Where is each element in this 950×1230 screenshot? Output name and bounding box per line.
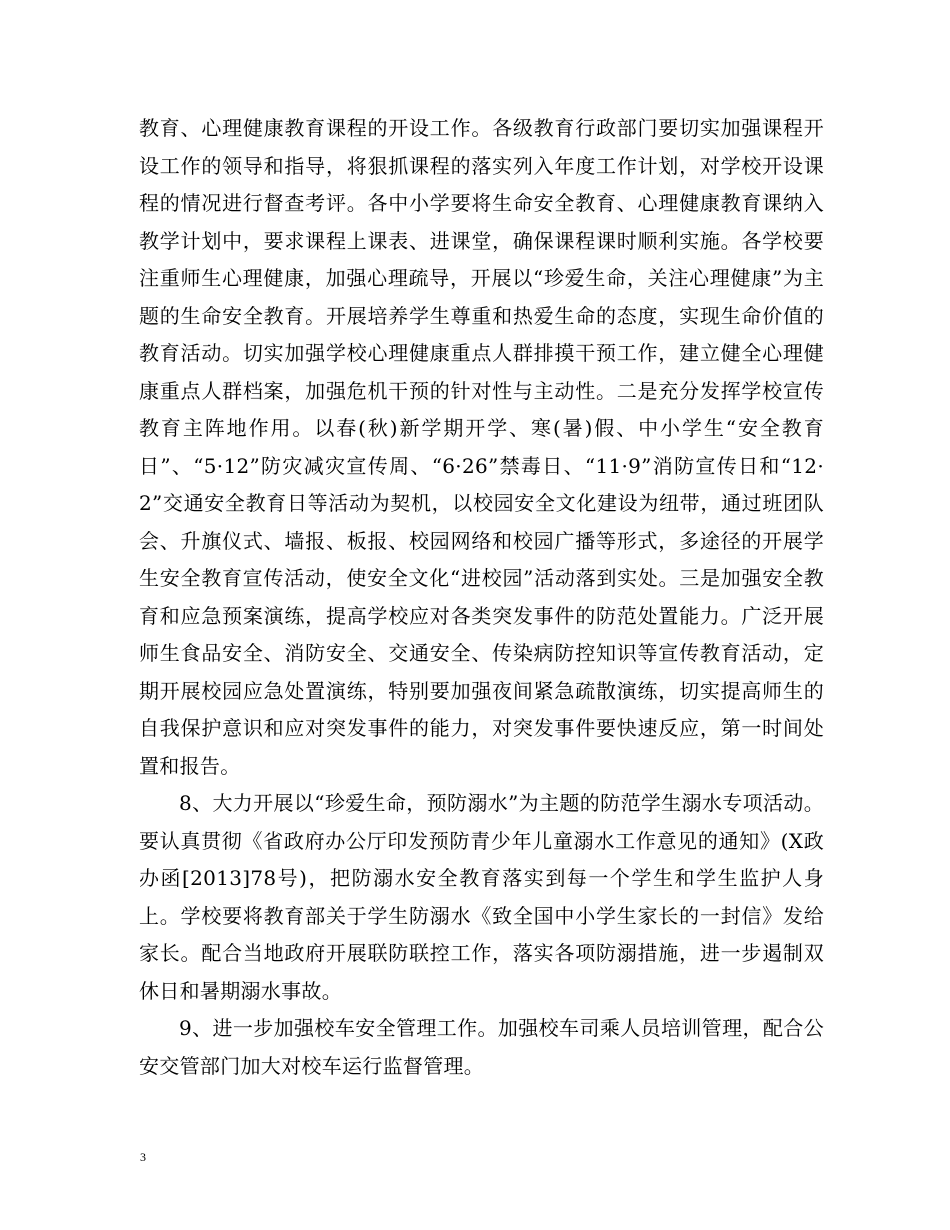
paragraph-1: 教育、心理健康教育课程的开设工作。各级教育行政部门要切实加强课程开设工作的领导和指导，将狠抓课程的落实列入年度工作计划，对学校开设课程的情况进行督查考评。各中小学要将生命安全教育、心理健康教育课纳入教学计划中，要求课程上课表、进课堂，确保课程课时顺利实施。各学校要注重师生心理健康，加强心理疏导，开展以“珍爱生命，关注心理健康”为主题的生命安全教育。开展培养学生尊重和热爱生命的态度，实现生命价值的教育活动。切实加强学校心理健康重点人群排摸干预工作，建立健全心理健康重点人群档案，加强危机干预的针对性与主动性。二是充分发挥学校宣传教育主阵地作用。以春(秋)新学期开学、寒(暑)假、中小学生“安全教育日”、“5·12”防灾减灾宣传周、“6·26”禁毒日、“11·9”消防宣传日和“12·2”交通安全教育日等活动为契机，以校园安全文化建设为纽带，通过班团队会、升旗仪式、墙报、板报、校园网络和校园广播等形式，多途径的开展学生安全教育宣传活动，使安全文化“进校园”活动落到实处。三是加强安全教育和应急预案演练，提高学校应对各类突发事件的防范处置能力。广泛开展师生食品安全、消防安全、交通安全、传染病防控知识等宣传教育活动，定期开展校园应急处置演练，特别要加强夜间紧急疏散演练，切实提高师生的自我保护意识和应对突发事件的能力，对突发事件要快速反应，第一时间处置和报告。 xyxy=(139,116,824,778)
paragraph-2: 8、大力开展以“珍爱生命，预防溺水”为主题的防范学生溺水专项活动。要认真贯彻《省政府办公厅印发预防青少年儿童溺水工作意见的通知》(X政办函[2013]78号)，把防溺水安全教育落实到每一个学生和学生监护人身上。学校要将教育部关于学生防溺水《致全国中小学生家长的一封信》发给家长。配合当地政府开展联防联控工作，落实各项防溺措施，进一步遏制双休日和暑期溺水事故。 xyxy=(139,791,824,1003)
body-text xyxy=(139,110,824,1085)
paragraph-3: 9、进一步加强校车安全管理工作。加强校车司乘人员培训管理，配合公安交管部门加大对校车运行监督管理。 xyxy=(139,1016,824,1078)
page-number: 3 xyxy=(140,1150,146,1164)
